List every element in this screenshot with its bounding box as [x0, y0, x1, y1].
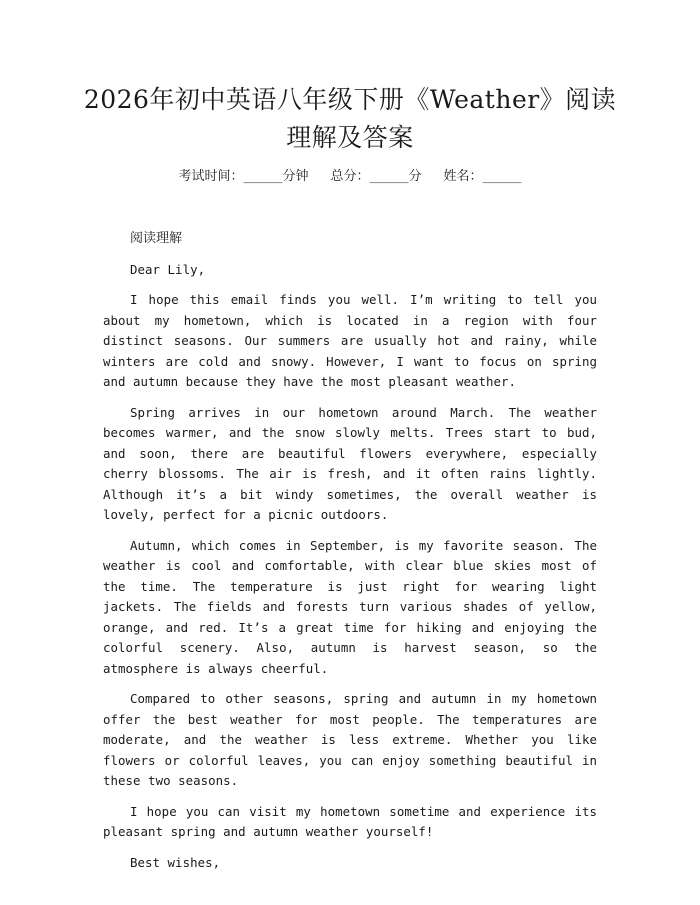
letter-greeting: Dear Lily,	[130, 261, 206, 277]
document-title: 2026年初中英语八年级下册《Weather》阅读理解及答案	[83, 85, 617, 152]
reading-passage	[103, 229, 597, 883]
passage-paragraph-3: Autumn, which comes in September, is my favorite season. The weather is cool and comfortable, with clear blue skies most of the time. The temperature is just right for wearing light jackets. The fields and forests turn various shades of yellow, orange, and red. It’s a great time for hiking and enjoying the colorful scenery. Also, autumn is harvest season, so the atmosphere is always cheerful.	[103, 537, 597, 676]
total-score-field: 总分：______分	[330, 169, 422, 184]
exam-info-line	[0, 168, 700, 186]
student-name-field: 姓名：______	[443, 169, 522, 184]
section-label: 阅读理解	[130, 231, 183, 246]
passage-paragraph-2: Spring arrives in our hometown around March. The weather becomes warmer, and the snow slowly melts. Trees start to bud, and soon, there are beautiful flowers everywhere, especially cherry blossoms. The air is fresh, and it often rains lightly. Although it’s a bit windy sometimes, the overall weather is lovely, perfect for a picnic outdoors.	[103, 404, 597, 522]
passage-paragraph-1: I hope this email finds you well. I’m writing to tell you about my hometown, which is located in a region with four distinct seasons. Our summers are usually hot and rainy, while winters are cold and snowy. However, I want to focus on spring and autumn because they have the most pleasant weather.	[103, 292, 597, 389]
passage-paragraph-5: I hope you can visit my hometown sometime and experience its pleasant spring and autumn weather yourself!	[103, 803, 597, 839]
exam-time-field: 考试时间：______分钟	[178, 169, 309, 184]
passage-paragraph-4: Compared to other seasons, spring and autumn in my hometown offer the best weather for most people. The temperatures are moderate, and the weather is less extreme. Whether you like flowers or colorful leaves, you can enjoy something beautiful in these two seasons.	[103, 691, 597, 788]
letter-closing: Best wishes,	[130, 854, 221, 870]
